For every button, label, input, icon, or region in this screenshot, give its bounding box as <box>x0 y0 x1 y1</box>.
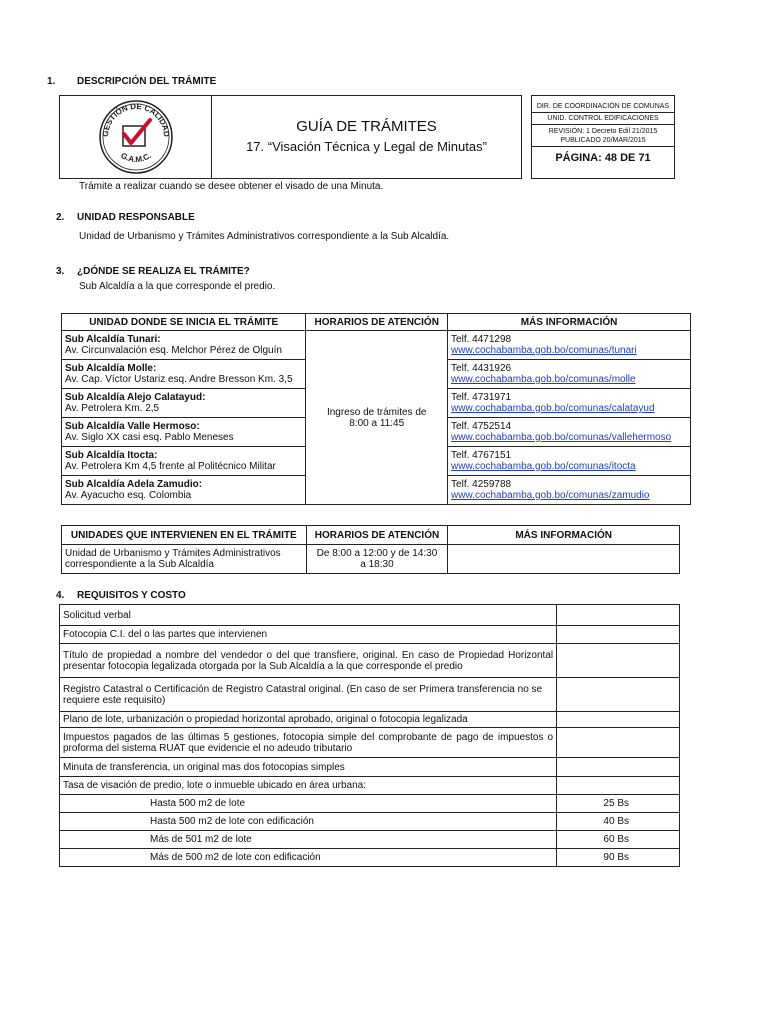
section-2-heading: 2. UNIDAD RESPONSABLE <box>56 212 195 223</box>
logo-text-bottom: G.A.M.C. <box>119 150 153 165</box>
logo-area <box>59 95 212 179</box>
page-number: PÁGINA: 48 DE 71 <box>555 152 651 164</box>
requirement-text: Fotocopia C.I. del o las partes que intervienen <box>60 626 557 644</box>
cost-label: Más de 500 m2 de lote con edificación <box>60 849 557 867</box>
requirement-text: Título de propiedad a nombre del vendedor o del que transfiere, original. En caso de Propiedad Horizontal presentar fotocopia legalizada otorgada por la Sub Alcaldía a la que corresponde el predio <box>60 644 557 678</box>
website-link[interactable]: www.cochabamba.gob.bo/comunas/molle <box>451 374 636 385</box>
requirement-row <box>60 712 680 728</box>
cost-price: 40 Bs <box>557 813 680 831</box>
section-3-heading: 3. ¿DÓNDE SE REALIZA EL TRÁMITE? <box>56 266 250 277</box>
requirements-table <box>59 604 680 867</box>
location-cell <box>62 447 306 476</box>
requirement-text: Plano de lote, urbanización o propiedad horizontal aprobado, original o fotocopia legalizada <box>60 712 557 728</box>
description-text: Trámite a realizar cuando se desee obtener el visado de una Minuta. <box>79 181 384 192</box>
location-name: Sub Alcaldía Valle Hermoso: <box>65 421 200 432</box>
requirement-row <box>60 678 680 712</box>
location-cell <box>62 331 306 360</box>
location-name: Sub Alcaldía Adela Zamudio: <box>65 479 203 490</box>
website-link[interactable]: www.cochabamba.gob.bo/comunas/tunari <box>451 345 637 356</box>
location-text: Sub Alcaldía a la que corresponde el predio. <box>79 281 276 292</box>
title-area <box>211 95 522 179</box>
cost-row <box>60 795 680 813</box>
location-address: Av. Cap. Víctor Ustariz esq. Andre Bresson Km. 3,5 <box>65 374 293 385</box>
website-link[interactable]: www.cochabamba.gob.bo/comunas/zamudio <box>451 490 650 501</box>
cost-row <box>60 813 680 831</box>
procedure-title: 17. “Visación Técnica y Legal de Minutas” <box>246 139 487 154</box>
cost-row <box>60 831 680 849</box>
location-cell <box>62 360 306 389</box>
requirement-text: Impuestos pagados de las últimas 5 gestiones, fotocopia simple del comprobante de pago de impuestos o proforma del sistema RUAT que evidencie el no adeudo tributario <box>60 728 557 758</box>
requirement-row <box>60 644 680 678</box>
location-address: Av. Circunvalación esq. Melchor Pérez de Olguín <box>65 345 282 356</box>
responsible-unit-text: Unidad de Urbanismo y Trámites Administrativos correspondiente a la Sub Alcaldía. <box>79 231 450 242</box>
col-header-units: UNIDADES QUE INTERVIENEN EN EL TRÁMITE <box>62 526 307 545</box>
phone: Telf. 4431926 <box>451 363 512 374</box>
location-cell <box>62 389 306 418</box>
requirement-row <box>60 777 680 795</box>
cost-row <box>60 849 680 867</box>
requirement-text: Minuta de transferencia, un original mas dos fotocopias simples <box>60 758 557 777</box>
location-cell <box>62 418 306 447</box>
info-cell <box>448 360 691 389</box>
unit-line-1: Unidad de Urbanismo y Trámites Administrativos <box>65 548 281 559</box>
requirement-text: Solicitud verbal <box>60 605 557 626</box>
document-info <box>531 95 675 179</box>
cost-price: 25 Bs <box>557 795 680 813</box>
location-name: Sub Alcaldía Alejo Calatayud: <box>65 392 206 403</box>
table-row <box>62 545 680 574</box>
phone: Telf. 4259788 <box>451 479 512 490</box>
location-name: Sub Alcaldía Molle: <box>65 363 157 374</box>
hours-cell <box>306 331 448 505</box>
intervening-units-table <box>61 525 680 574</box>
col-header-info: MÁS INFORMACIÓN <box>448 526 680 545</box>
requirement-text: Tasa de visación de predio, lote o inmueble ubicado en área urbana: <box>60 777 557 795</box>
guide-title: GUÍA DE TRÁMITES <box>296 118 437 135</box>
col-header-info: MÁS INFORMACIÓN <box>448 314 691 331</box>
cost-label: Hasta 500 m2 de lote con edificación <box>60 813 557 831</box>
requirement-text: Registro Catastral o Certificación de Registro Catastral original. (En caso de ser Primera transferencia no se requiere este requisito) <box>60 678 557 712</box>
requirement-row <box>60 605 680 626</box>
location-address: Av. Ayacucho esq. Colombia <box>65 490 192 501</box>
requirement-row <box>60 758 680 777</box>
location-address: Av. Petrolera Km 4,5 frente al Politécnico Militar <box>65 461 276 472</box>
website-link[interactable]: www.cochabamba.gob.bo/comunas/vallehermoso <box>451 432 672 443</box>
location-name: Sub Alcaldía Tunari: <box>65 334 161 345</box>
info-cell <box>448 389 691 418</box>
hours-line-1: Ingreso de trámites de <box>326 406 427 418</box>
cost-label: Más de 501 m2 de lote <box>60 831 557 849</box>
info-revision: REVISIÓN: 1 Decreto Edil 21/2015 <box>548 128 658 135</box>
website-link[interactable]: www.cochabamba.gob.bo/comunas/calatayud <box>451 403 655 414</box>
requirement-row <box>60 626 680 644</box>
document-header <box>59 95 675 179</box>
table-row <box>62 331 691 360</box>
info-cell <box>448 476 691 505</box>
unit-line-2: correspondiente a la Sub Alcaldía <box>65 559 214 570</box>
hours-line-2: 8:00 a 11:45 <box>349 417 405 429</box>
logo-text-top: GESTIÓN DE CALIDAD <box>100 101 172 138</box>
quality-seal-logo <box>60 96 212 178</box>
hours-line-1: De 8:00 a 12:00 y de 14:30 <box>316 548 438 559</box>
website-link[interactable]: www.cochabamba.gob.bo/comunas/itocta <box>451 461 636 472</box>
col-header-hours: HORARIOS DE ATENCIÓN <box>306 314 448 331</box>
unit-cell <box>62 545 307 574</box>
cost-label: Hasta 500 m2 de lote <box>60 795 557 813</box>
phone: Telf. 4752514 <box>451 421 512 432</box>
info-cell <box>448 331 691 360</box>
col-header-unit: UNIDAD DONDE SE INICIA EL TRÁMITE <box>62 314 306 331</box>
section-1-heading: 1. DESCRIPCIÓN DEL TRÁMITE <box>47 76 217 87</box>
phone: Telf. 4471298 <box>451 334 512 345</box>
table-header-row <box>62 526 680 545</box>
info-cell <box>448 447 691 476</box>
info-cell <box>448 545 680 574</box>
table-header-row <box>62 314 691 331</box>
phone: Telf. 4767151 <box>451 450 512 461</box>
info-unit: UNID. CONTROL EDIFICACIONES <box>532 113 674 125</box>
location-address: Av. Siglo XX casi esq. Pablo Meneses <box>65 432 234 443</box>
info-published: PUBLICADO 20/MAR/2015 <box>532 135 674 147</box>
section-4-heading: 4. REQUISITOS Y COSTO <box>56 590 186 601</box>
col-header-hours: HORARIOS DE ATENCIÓN <box>306 526 448 545</box>
cost-price: 90 Bs <box>557 849 680 867</box>
info-cell <box>448 418 691 447</box>
info-direction: DIR. DE COORDINACIÓN DE COMUNAS <box>532 96 674 113</box>
phone: Telf. 4731971 <box>451 392 512 403</box>
location-name: Sub Alcaldía Itocta: <box>65 450 158 461</box>
hours-cell <box>306 545 448 574</box>
location-cell <box>62 476 306 505</box>
locations-table <box>61 313 691 505</box>
requirement-row <box>60 728 680 758</box>
location-address: Av. Petrolera Km. 2,5 <box>65 403 160 414</box>
hours-line-2: a 18:30 <box>360 559 394 570</box>
cost-price: 60 Bs <box>557 831 680 849</box>
